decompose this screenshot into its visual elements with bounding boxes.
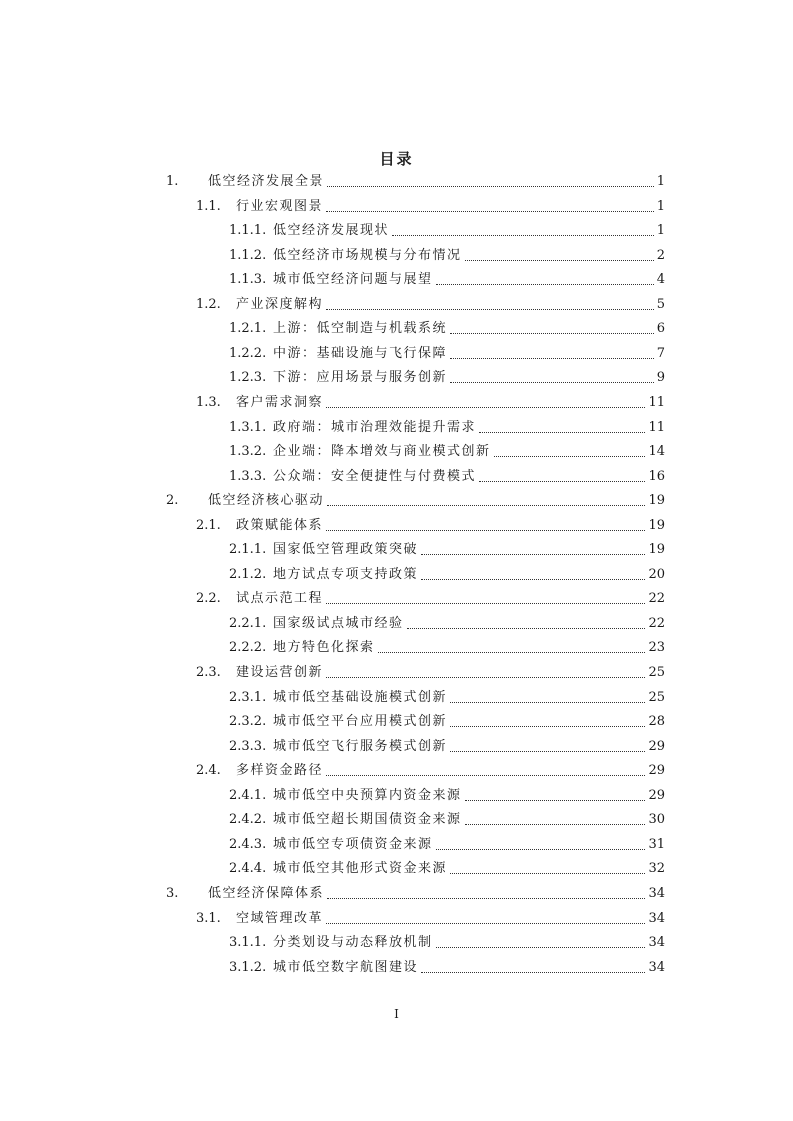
toc-entry[interactable]	[229, 835, 665, 855]
dot-leader	[450, 332, 654, 334]
toc-entry[interactable]	[229, 540, 665, 560]
toc-entry-label: 下游：应用场景与服务创新	[273, 370, 448, 385]
dot-leader	[465, 799, 646, 801]
toc-entry-number: 1.	[166, 174, 179, 189]
toc-entry-number: 2.1.2.	[229, 567, 267, 582]
dot-leader	[326, 774, 645, 776]
toc-entry[interactable]	[229, 344, 665, 364]
dot-leader	[326, 406, 645, 408]
toc-entry[interactable]	[196, 761, 665, 781]
dot-leader	[421, 971, 645, 973]
dot-leader	[436, 946, 646, 948]
toc-entry-label: 地方特色化探索	[273, 640, 375, 655]
toc-entry-page: 1	[656, 199, 665, 214]
toc-entry-label: 空域管理改革	[236, 911, 324, 926]
toc-entry-label: 多样资金路径	[236, 763, 324, 778]
toc-entry-label: 试点示范工程	[236, 591, 324, 606]
toc-entry-number: 2.3.1.	[229, 690, 267, 705]
toc-entry-page: 28	[648, 714, 665, 729]
dot-leader	[326, 210, 654, 212]
dot-leader	[326, 602, 645, 604]
dot-leader	[326, 922, 645, 924]
toc-entry-label: 地方试点专项支持政策	[273, 567, 419, 582]
dot-leader	[326, 529, 645, 531]
toc-entry-number: 2.3.3.	[229, 739, 267, 754]
toc-entry-page: 20	[648, 567, 665, 582]
toc-entry[interactable]	[166, 172, 665, 192]
dot-leader	[479, 431, 645, 433]
toc-entry[interactable]	[196, 197, 665, 217]
toc-entry-page: 29	[648, 788, 665, 803]
toc-entry-number: 2.1.1.	[229, 542, 267, 557]
toc-entry-label: 产业深度解构	[236, 297, 324, 312]
toc-entry[interactable]	[229, 614, 665, 634]
dot-leader	[450, 701, 645, 703]
dot-leader	[421, 553, 645, 555]
toc-entry[interactable]	[166, 491, 665, 511]
toc-entry-number: 2.1.	[196, 518, 221, 533]
toc-entry-page: 1	[656, 223, 665, 238]
toc-entry-label: 城市低空其他形式资金来源	[273, 861, 448, 876]
toc-entry-number: 2.3.2.	[229, 714, 267, 729]
toc-entry-number: 1.1.2.	[229, 248, 267, 263]
toc-entry[interactable]	[229, 565, 665, 585]
toc-entry-number: 1.1.	[196, 199, 221, 214]
toc-entry-label: 城市低空平台应用模式创新	[273, 714, 448, 729]
toc-entry-label: 公众端：安全便捷性与付费模式	[273, 469, 477, 484]
toc-entry-page: 11	[648, 395, 665, 410]
toc-entry-page: 34	[648, 960, 665, 975]
toc-entry-page: 7	[656, 346, 665, 361]
toc-entry-page: 4	[656, 272, 665, 287]
toc-entry-number: 1.3.2.	[229, 444, 267, 459]
toc-entry-number: 3.	[166, 886, 179, 901]
toc-entry[interactable]	[196, 909, 665, 929]
toc-entry-number: 2.2.1.	[229, 616, 267, 631]
dot-leader	[327, 897, 645, 899]
toc-entry-number: 3.1.1.	[229, 935, 267, 950]
toc-entry[interactable]	[229, 638, 665, 658]
dot-leader	[479, 480, 645, 482]
dot-leader	[436, 848, 646, 850]
toc-entry-label: 城市低空经济问题与展望	[273, 272, 433, 287]
toc-title: 目录	[379, 150, 414, 168]
toc-entry-label: 低空经济核心驱动	[208, 493, 325, 508]
dot-leader	[378, 651, 646, 653]
dot-leader	[421, 578, 645, 580]
toc-entry[interactable]	[229, 933, 665, 953]
toc-entry-page: 34	[648, 935, 665, 950]
toc-entry-label: 低空经济保障体系	[208, 886, 325, 901]
toc-entry-number: 2.2.	[196, 591, 221, 606]
toc-entry[interactable]	[229, 688, 665, 708]
toc-entry-number: 1.3.	[196, 395, 221, 410]
dot-leader	[450, 357, 654, 359]
toc-entry-label: 城市低空超长期国债资金来源	[273, 812, 462, 827]
dot-leader	[327, 185, 654, 187]
toc-entry-number: 3.1.	[196, 911, 221, 926]
toc-entry-label: 城市低空飞行服务模式创新	[273, 739, 448, 754]
toc-entry[interactable]	[166, 884, 665, 904]
toc-entry[interactable]	[229, 418, 665, 438]
toc-entry[interactable]	[229, 467, 665, 487]
toc-entry-label: 城市低空中央预算内资金来源	[273, 788, 462, 803]
toc-entry-label: 低空经济发展全景	[208, 174, 325, 189]
dot-leader	[465, 259, 654, 261]
toc-entry-page: 25	[648, 690, 665, 705]
toc-entry-page: 19	[648, 542, 665, 557]
dot-leader	[450, 872, 645, 874]
toc-entry[interactable]	[229, 221, 665, 241]
toc-entry-label: 行业宏观图景	[236, 199, 324, 214]
dot-leader	[326, 308, 654, 310]
page-number-footer: I	[394, 1007, 399, 1021]
toc-entry-page: 23	[648, 640, 665, 655]
toc-entry[interactable]	[229, 368, 665, 388]
dot-leader	[450, 725, 645, 727]
toc-entry-number: 1.1.3.	[229, 272, 267, 287]
toc-entry-number: 2.4.1.	[229, 788, 267, 803]
dot-leader	[326, 676, 645, 678]
toc-entry[interactable]	[196, 663, 665, 683]
toc-entry-page: 14	[648, 444, 665, 459]
toc-entry-page: 9	[656, 370, 665, 385]
toc-entry-number: 2.4.2.	[229, 812, 267, 827]
toc-entry[interactable]	[229, 246, 665, 266]
toc-entry-label: 城市低空数字航图建设	[273, 960, 419, 975]
toc-entry-label: 企业端：降本增效与商业模式创新	[273, 444, 491, 459]
toc-entry-number: 1.1.1.	[229, 223, 267, 238]
toc-entry-label: 国家级试点城市经验	[273, 616, 404, 631]
toc-entry-page: 19	[648, 493, 665, 508]
toc-entry-label: 国家低空管理政策突破	[273, 542, 419, 557]
toc-entry-number: 1.2.1.	[229, 321, 267, 336]
toc-entry-page: 32	[648, 861, 665, 876]
toc-entry-page: 29	[648, 739, 665, 754]
toc-entry-page: 34	[648, 911, 665, 926]
toc-entry-number: 1.2.3.	[229, 370, 267, 385]
toc-entry-page: 6	[656, 321, 665, 336]
toc-entry[interactable]	[196, 295, 665, 315]
toc-entry[interactable]	[229, 958, 665, 978]
toc-entry[interactable]	[196, 393, 665, 413]
toc-entry-page: 19	[648, 518, 665, 533]
dot-leader	[494, 455, 646, 457]
dot-leader	[436, 283, 654, 285]
dot-leader	[392, 234, 654, 236]
toc-entry-number: 1.3.3.	[229, 469, 267, 484]
toc-entry-page: 16	[648, 469, 665, 484]
toc-entry-page: 22	[648, 616, 665, 631]
toc-entry-number: 2.4.	[196, 763, 221, 778]
toc-entry-page: 29	[648, 763, 665, 778]
toc-entry-label: 中游：基础设施与飞行保障	[273, 346, 448, 361]
toc-entry[interactable]	[196, 589, 665, 609]
toc-entry-page: 5	[656, 297, 665, 312]
toc-entry-label: 上游：低空制造与机载系统	[273, 321, 448, 336]
toc-entry-page: 31	[648, 837, 665, 852]
toc-entry[interactable]	[229, 786, 665, 806]
dot-leader	[450, 750, 645, 752]
toc-entry-label: 政策赋能体系	[236, 518, 324, 533]
toc-entry-number: 2.4.3.	[229, 837, 267, 852]
toc-entry-label: 低空经济发展现状	[273, 223, 390, 238]
toc-entry[interactable]	[196, 516, 665, 536]
toc-entry-number: 2.3.	[196, 665, 221, 680]
toc-entry-label: 客户需求洞察	[236, 395, 324, 410]
toc-entry-number: 2.2.2.	[229, 640, 267, 655]
toc-entry-page: 25	[648, 665, 665, 680]
toc-entry-number: 2.	[166, 493, 179, 508]
toc-entry-number: 1.2.	[196, 297, 221, 312]
toc-entry[interactable]	[229, 737, 665, 757]
dot-leader	[327, 504, 645, 506]
toc-entry-label: 低空经济市场规模与分布情况	[273, 248, 462, 263]
dot-leader	[407, 627, 646, 629]
toc-entry-label: 城市低空专项债资金来源	[273, 837, 433, 852]
toc-entry-page: 11	[648, 420, 665, 435]
toc-entry[interactable]	[229, 270, 665, 290]
toc-entry-number: 3.1.2.	[229, 960, 267, 975]
toc-entry[interactable]	[229, 859, 665, 879]
toc-entry-label: 城市低空基础设施模式创新	[273, 690, 448, 705]
toc-entry-number: 2.4.4.	[229, 861, 267, 876]
toc-entry-page: 22	[648, 591, 665, 606]
toc-entry-label: 政府端：城市治理效能提升需求	[273, 420, 477, 435]
toc-entry[interactable]	[229, 712, 665, 732]
toc-entry-page: 30	[648, 812, 665, 827]
toc-entry-page: 34	[648, 886, 665, 901]
toc-entry-label: 分类划设与动态释放机制	[273, 935, 433, 950]
toc-entry[interactable]	[229, 442, 665, 462]
toc-entry[interactable]	[229, 810, 665, 830]
dot-leader	[465, 823, 646, 825]
toc-entry[interactable]	[229, 319, 665, 339]
toc-entry-label: 建设运营创新	[236, 665, 324, 680]
dot-leader	[450, 381, 654, 383]
toc-entry-page: 1	[656, 174, 665, 189]
toc-entry-number: 1.3.1.	[229, 420, 267, 435]
toc-entry-page: 2	[656, 248, 665, 263]
toc-entry-number: 1.2.2.	[229, 346, 267, 361]
